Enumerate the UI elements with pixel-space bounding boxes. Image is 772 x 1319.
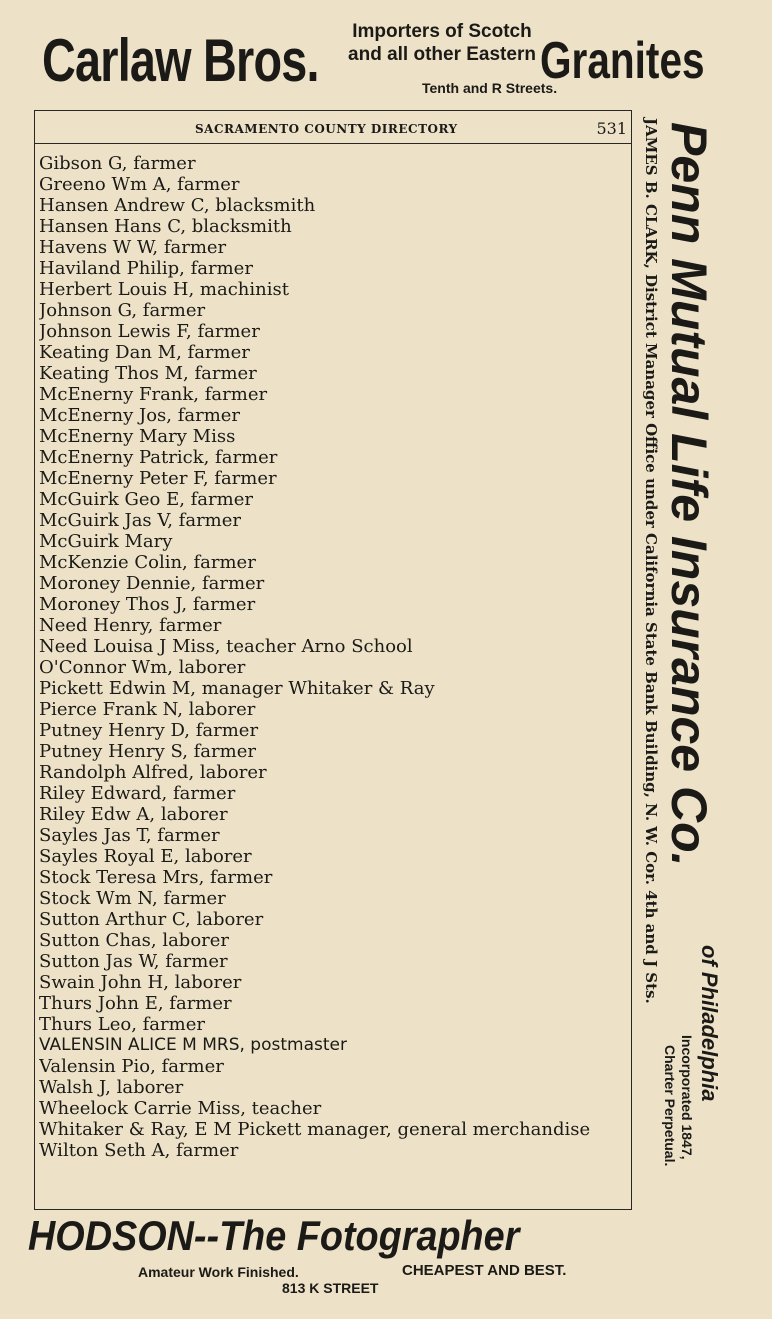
directory-entry: Valensin Pio, farmer [39,1056,224,1077]
bottom-advertisement [0,1212,772,1312]
importers-line-1: Importers of Scotch [352,21,532,42]
directory-entry: VALENSIN ALICE M MRS, postmaster [39,1035,347,1055]
importers-line-2: and all other Eastern [348,44,536,65]
directory-entry: Gibson G, farmer [39,153,196,174]
directory-entry: McGuirk Mary [39,531,173,552]
top-ad-address: Tenth and R Streets. [422,80,558,96]
entry-list [39,153,631,1161]
directory-entry: McEnerny Peter F, farmer [39,468,277,489]
page-number: 531 [596,119,627,138]
penn-mutual-name: Penn Mutual Life Insurance Co. [661,122,717,867]
directory-entry: Putney Henry D, farmer [39,720,259,741]
directory-entry: Thurs John E, farmer [39,993,232,1014]
directory-entry: Putney Henry S, farmer [39,741,256,762]
directory-entry: Keating Dan M, farmer [39,342,250,363]
directory-entry: Riley Edw A, laborer [39,804,228,825]
directory-entry: Sayles Jas T, farmer [39,825,220,846]
directory-entry: Haviland Philip, farmer [39,258,253,279]
directory-entry: Sutton Arthur C, laborer [39,909,264,930]
directory-entry: Randolph Alfred, laborer [39,762,267,783]
charter-line: Charter Perpetual. [662,1045,678,1167]
clark-office-line: JAMES B. CLARK, District Manager Office under California State Bank Building, N. W. Cor. 4th and J Sts. [642,118,660,1004]
hodson-headline: HODSON--The Fotographer [28,1212,520,1259]
importers-text [346,20,538,66]
directory-entry: O'Connor Wm, laborer [39,657,246,678]
cheapest-best-text: CHEAPEST AND BEST. [402,1262,567,1279]
running-header [35,119,631,144]
directory-entry: Johnson Lewis F, farmer [39,321,260,342]
bottom-ad-address: 813 K STREET [282,1280,379,1296]
directory-entry: McKenzie Colin, farmer [39,552,256,573]
directory-entry: Wheelock Carrie Miss, teacher [39,1098,322,1119]
directory-title: SACRAMENTO COUNTY DIRECTORY [195,122,458,136]
directory-entry: Sutton Chas, laborer [39,930,230,951]
directory-entry: Riley Edward, farmer [39,783,236,804]
directory-entry: Hansen Hans C, blacksmith [39,216,292,237]
philadelphia-line: of Philadelphia [697,945,722,1102]
directory-entry: Walsh J, laborer [39,1077,184,1098]
directory-entry: Herbert Louis H, machinist [39,279,289,300]
directory-entry: Johnson G, farmer [39,300,206,321]
directory-entry: McEnerny Mary Miss [39,426,236,447]
directory-entry: Pierce Frank N, laborer [39,699,256,720]
directory-entry: Keating Thos M, farmer [39,363,257,384]
top-advertisement [0,10,772,110]
directory-listing-box [34,110,632,1210]
directory-entry: Stock Teresa Mrs, farmer [39,867,273,888]
directory-entry: McGuirk Geo E, farmer [39,489,253,510]
directory-entry: Stock Wm N, farmer [39,888,226,909]
directory-entry: Need Louisa J Miss, teacher Arno School [39,636,413,657]
carlaw-brand: Carlaw Bros. [42,27,319,94]
directory-entry: Need Henry, farmer [39,615,222,636]
directory-entry: Swain John H, laborer [39,972,242,993]
directory-entry: McGuirk Jas V, farmer [39,510,241,531]
directory-entry: Thurs Leo, farmer [39,1014,205,1035]
directory-entry: Moroney Dennie, farmer [39,573,265,594]
directory-entry: Sayles Royal E, laborer [39,846,252,867]
directory-entry: Hansen Andrew C, blacksmith [39,195,316,216]
directory-entry: Greeno Wm A, farmer [39,174,240,195]
directory-entry: McEnerny Frank, farmer [39,384,268,405]
directory-entry: Wilton Seth A, farmer [39,1140,239,1161]
directory-entry: Whitaker & Ray, E M Pickett manager, general merchandise [39,1119,591,1140]
granites-word: Granites [540,32,705,90]
directory-entry: Havens W W, farmer [39,237,227,258]
amateur-work-text: Amateur Work Finished. [138,1264,299,1280]
directory-entry: McEnerny Patrick, farmer [39,447,278,468]
directory-entry: McEnerny Jos, farmer [39,405,241,426]
incorporated-line: Incorporated 1847, [679,1035,695,1160]
directory-entry: Pickett Edwin M, manager Whitaker & Ray [39,678,435,699]
directory-entry: Moroney Thos J, farmer [39,594,256,615]
directory-entry: Sutton Jas W, farmer [39,951,228,972]
